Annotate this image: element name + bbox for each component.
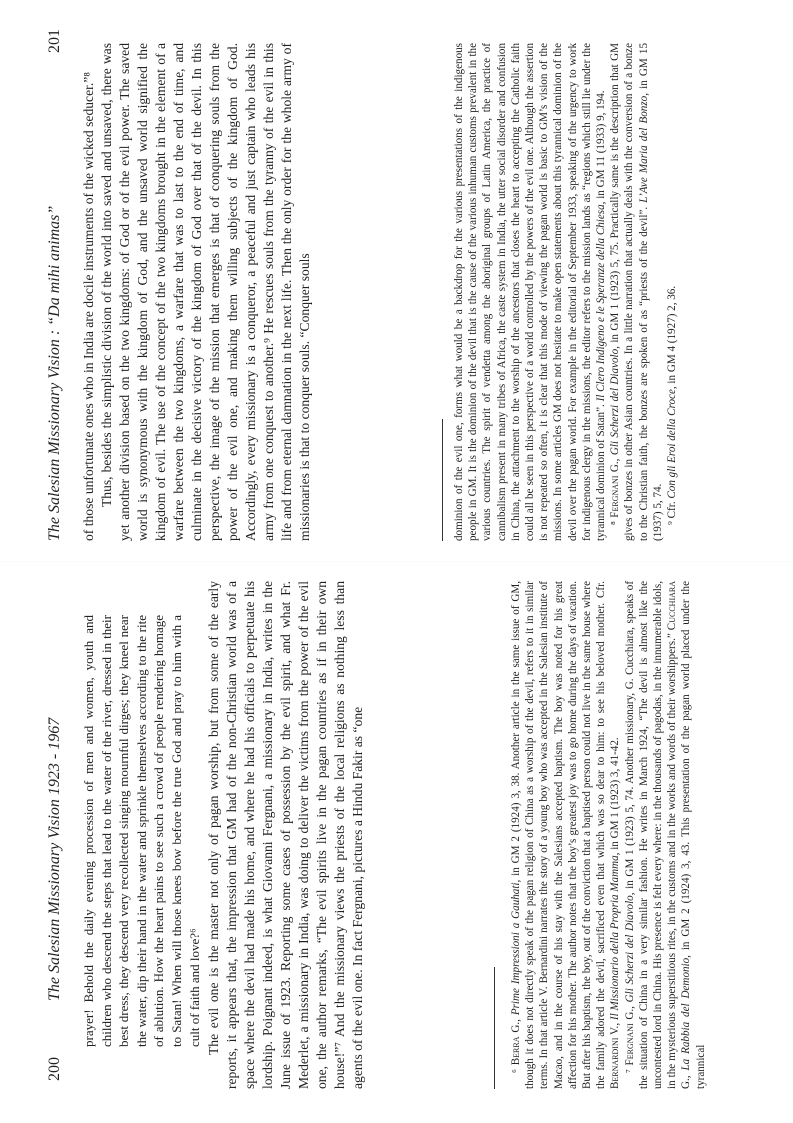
page-number: 200 bbox=[46, 1057, 63, 1081]
footnote-6: ⁶ Berra G., Prime Impressioni a Gauhati, in GM 2 (1924) 3, 38. Another article in the same issue of GM, though it does not directly speak of the pagan religion of China as a worship of the devil, refers to it in similar terms. In that article V. Bernardini narrates the story of a young boy who was accepted in the Salesian institute of Macao, and in the course of his stay with the Salesians accepted baptism. The boy was noted for his great affection for his mother. The author notes that the boy’s greatest joy was to go home during the days of vacation. But after his baptism, the boy, out of the conviction that a baptised person could not live in the same house where the family adored the devil, sacrificed even that which was so dear to him: to see his beloved mother. Cfr. Bernardini V., Il Missionario della Propria Mamma, in GM 1 (1923) 3, 41-42. bbox=[510, 581, 622, 1089]
main-text bbox=[80, 581, 367, 1089]
footnote-continued: dominion of the evil one, forms what would be a backdrop for the various presentations of the indigenous people in GM. It is the dominion of the devil that is the cause of the various inhuman customs prevalent in the various countries. The spirit of vendetta among the aboriginal groups of Latin America, the practice of cannibalism present in many tribes of Africa, the caste system in India, the utter social disorder and confusion in China, the attachment to the worship of the ancestors that closes the heart to accepting the Catholic faith could all be seen in this perspective of a world controlled by the powers of the evil one. Although the assertion is not repeated so often, it is clear that this mode of viewing the pagan world is basic to GM’s vision of the missions. In some articles GM does not hesitate to make open statements about this tyrannical dominion of the devil over the pagan world. For example in the editorial of September 1933, speaking of the urgency to work for indigenous clergy in the missions, the editor refers to the mission lands as “regions which still lie under the tyrannical dominion of Satan”. Il Clero Indigeno e le Speranze della Chiesa, in GM 11 (1933) 9, 194. bbox=[453, 43, 608, 541]
footnote-rule bbox=[494, 967, 495, 1089]
footnote-7: ⁷ Fergnani G., Gli Scherzi del Diavolo, in GM 1 (1923) 5, 74. Another missionary, G. Cucchiara, speaks of the situation of China in a very similar fashion. He writes in March 1924, “The devil is almost like the uncontested lord in China. His presence is felt every where: in the thousands of pagodas, in the innumerable idols, in the mysterious superstitious rites, in the customs and in the works and words of their worshippers.” Cucchiara G., La Rabbia del Demonio, in GM 2 (1924) 3, 43. This presentation of the pagan world placed under the tyrannical bbox=[623, 580, 707, 1089]
footnotes bbox=[509, 581, 708, 1089]
page-number: 201 bbox=[46, 29, 63, 53]
running-head: The Salesian Missionary Vision : “Da mihi animas” bbox=[46, 205, 63, 541]
left-page bbox=[0, 562, 793, 1123]
gutter bbox=[0, 561, 793, 562]
footnotes bbox=[452, 43, 679, 541]
right-page bbox=[0, 0, 793, 561]
footnote-8: ⁸ Fergnani G., Gli Scherzi del Diavolo, in GM 1 (1923) 5, 75. Practically same is the description that GM gives of bonzes in other Asian countries. In a little narration that actually deals with the conversion of a bonze to the Christian faith, the bonzes are spoken of as “priests of the devil”. L’Ave Maria del Bonzo, in GM 15 (1937) 5, 74. bbox=[609, 43, 664, 541]
running-head: The Salesian Missionary Vision 1923 - 1967 bbox=[46, 717, 63, 1001]
footnote-9: ⁹ Cfr. Con gli Eroi della Croce, in GM 4 (1927) 2, 36. bbox=[666, 285, 679, 525]
main-text bbox=[80, 43, 314, 541]
footnote-rule bbox=[442, 419, 443, 541]
paragraph: Thus, besides the simplistic division of the world into saved and unsaved, there was yet another division based on the two kingdoms: of God or of the evil power. The saved world is synonymous with the kingdom of God, and the unsaved world signified the kingdom of evil. The use of the concept of the two kingdoms brought in the element of a warfare between the two kingdoms, a warfare that was to last to the end of time, and culminate in the decisive victory of the kingdom of God over that of the devil. In this perspective, the image of the mission that emerges is that of conquering souls from the power of the evil one, and making them willing subjects of the kingdom of God. Accordingly, every missionary is a conqueror, a peaceful and just captain who leads his army from one conquest to another.⁹ He rescues souls from the tyranny of the evil in this life and from eternal damnation in the next life. Then the only order for the whole army of missionaries is that to conquer souls. “Conquer souls bbox=[99, 43, 312, 541]
block-quote: prayer! Behold the daily evening procession of men and women, youth and children who descend the steps that lead to the water of the river, dressed in their best dress, they descend very recollected singing mournful dirges; they kneel near the water, dip their hand in the water and sprinkle themselves according to the rite of ablution. How the heart pains to see such a crowd of people rendering homage to Satan! When will those knees bow before the true God and pray to him with a cult of faith and love?⁶ bbox=[81, 615, 202, 1047]
paragraph-continued: of those unfortunate ones who in India are docile instruments of the wicked seducer.”⁸ bbox=[81, 71, 96, 541]
paragraph: The evil one is the master not only of pagan worship, but from some of the early reports, it appears that, the impression that GM had of the non-Christian world was of a space where the devil had made his home, and where he had his officials to perpetuate his lordship. Poignant indeed, is what Giovanni Fergnani, a missionary in India, writes in the June issue of 1923. Reporting some cases of possession by the evil spirit, and what Fr. Mederlet, a missionary in India, was doing to deliver the victims from the power of the evil one, the author remarks, “The evil spirits live in the pagan countries as if in their own house!”⁷ And the missionary views the priests of the local religions as nothing less than agents of the evil one. In fact Fergnani, pictures a Hindu Fakir as “one bbox=[206, 581, 366, 1089]
